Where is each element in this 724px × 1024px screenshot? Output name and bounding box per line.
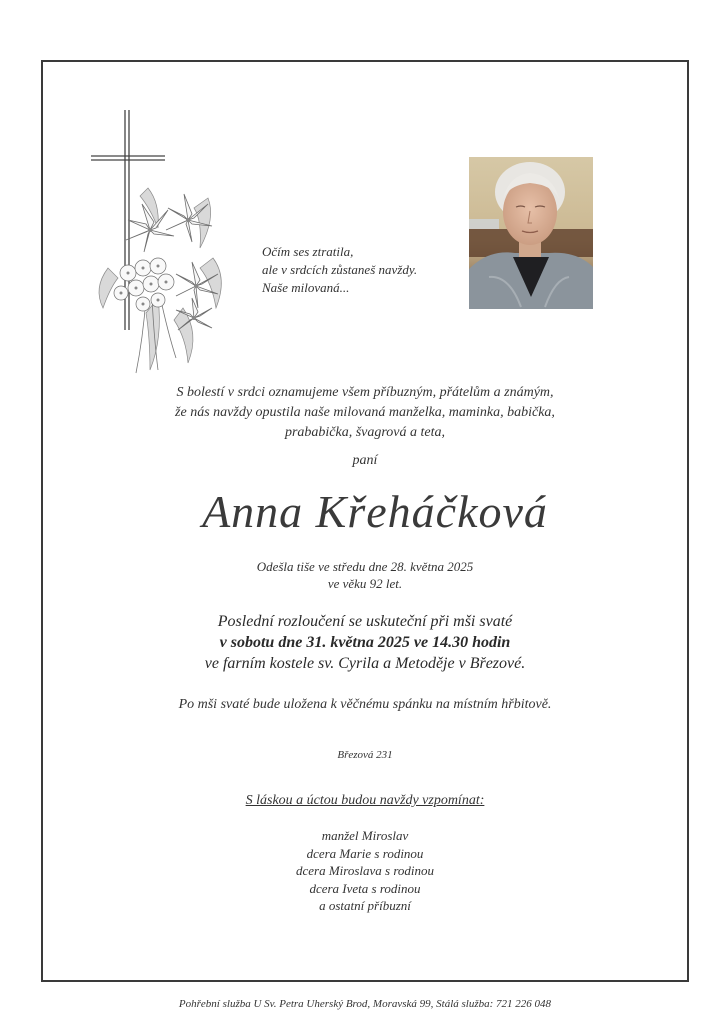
- mourner-item: dcera Miroslava s rodinou: [295, 863, 435, 878]
- funeral-info: [100, 611, 630, 674]
- announcement-line: že nás navždy opustila naše milovaná manželka, maminka, babička,: [175, 405, 555, 420]
- remembrance-heading: [120, 793, 610, 809]
- honorific: paní: [352, 453, 378, 468]
- deceased-name: Anna Křeháčková: [202, 486, 548, 537]
- cross-with-lilies-icon: [88, 108, 238, 378]
- mourner-item: dcera Iveta s rodinou: [309, 880, 421, 896]
- announcement-line: S bolestí v srdci oznamujeme všem příbuzným, přátelům a známým,: [176, 385, 554, 400]
- poem-line: ale v srdcích zůstaneš navždy.: [262, 262, 418, 277]
- announcement-line: prababička, švagrová a teta,: [284, 425, 446, 440]
- mourner-item: dcera Marie s rodinou: [306, 845, 424, 861]
- mourner-item: a ostatní příbuzní: [319, 898, 411, 913]
- poem-line: Naše milovaná...: [262, 280, 350, 295]
- deceased-portrait-photo: [469, 157, 593, 309]
- home-address: Březová 231: [337, 749, 393, 761]
- announcement-text: [120, 383, 610, 443]
- death-date-line: Odešla tiše ve středu dne 28. května 2025: [256, 559, 474, 574]
- burial-info: Po mši svaté bude uložena k věčnému spánku na místním hřbitově.: [178, 697, 552, 712]
- funeral-date-time: v sobotu dne 31. května 2025 ve 14.30 hodin: [219, 634, 511, 651]
- funeral-location: ve farním kostele sv. Cyrila a Metoděje v Březové.: [204, 655, 526, 672]
- death-info: [120, 558, 610, 592]
- mourners-list: [120, 827, 610, 915]
- mourner-item: manžel Miroslav: [321, 828, 409, 843]
- age-line: ve věku 92 let.: [327, 576, 403, 591]
- funeral-line-intro: Poslední rozloučení se uskuteční při mši svaté: [217, 613, 513, 630]
- poem: [262, 243, 482, 297]
- funeral-service-footer: Pohřební služba U Sv. Petra Uherský Brod, Moravská 99, Stálá služba: 721 226 048: [178, 998, 552, 1010]
- remembrance-heading-text: S láskou a úctou budou navždy vzpomínat:: [245, 793, 485, 808]
- poem-line: Očím ses ztratila,: [262, 244, 354, 259]
